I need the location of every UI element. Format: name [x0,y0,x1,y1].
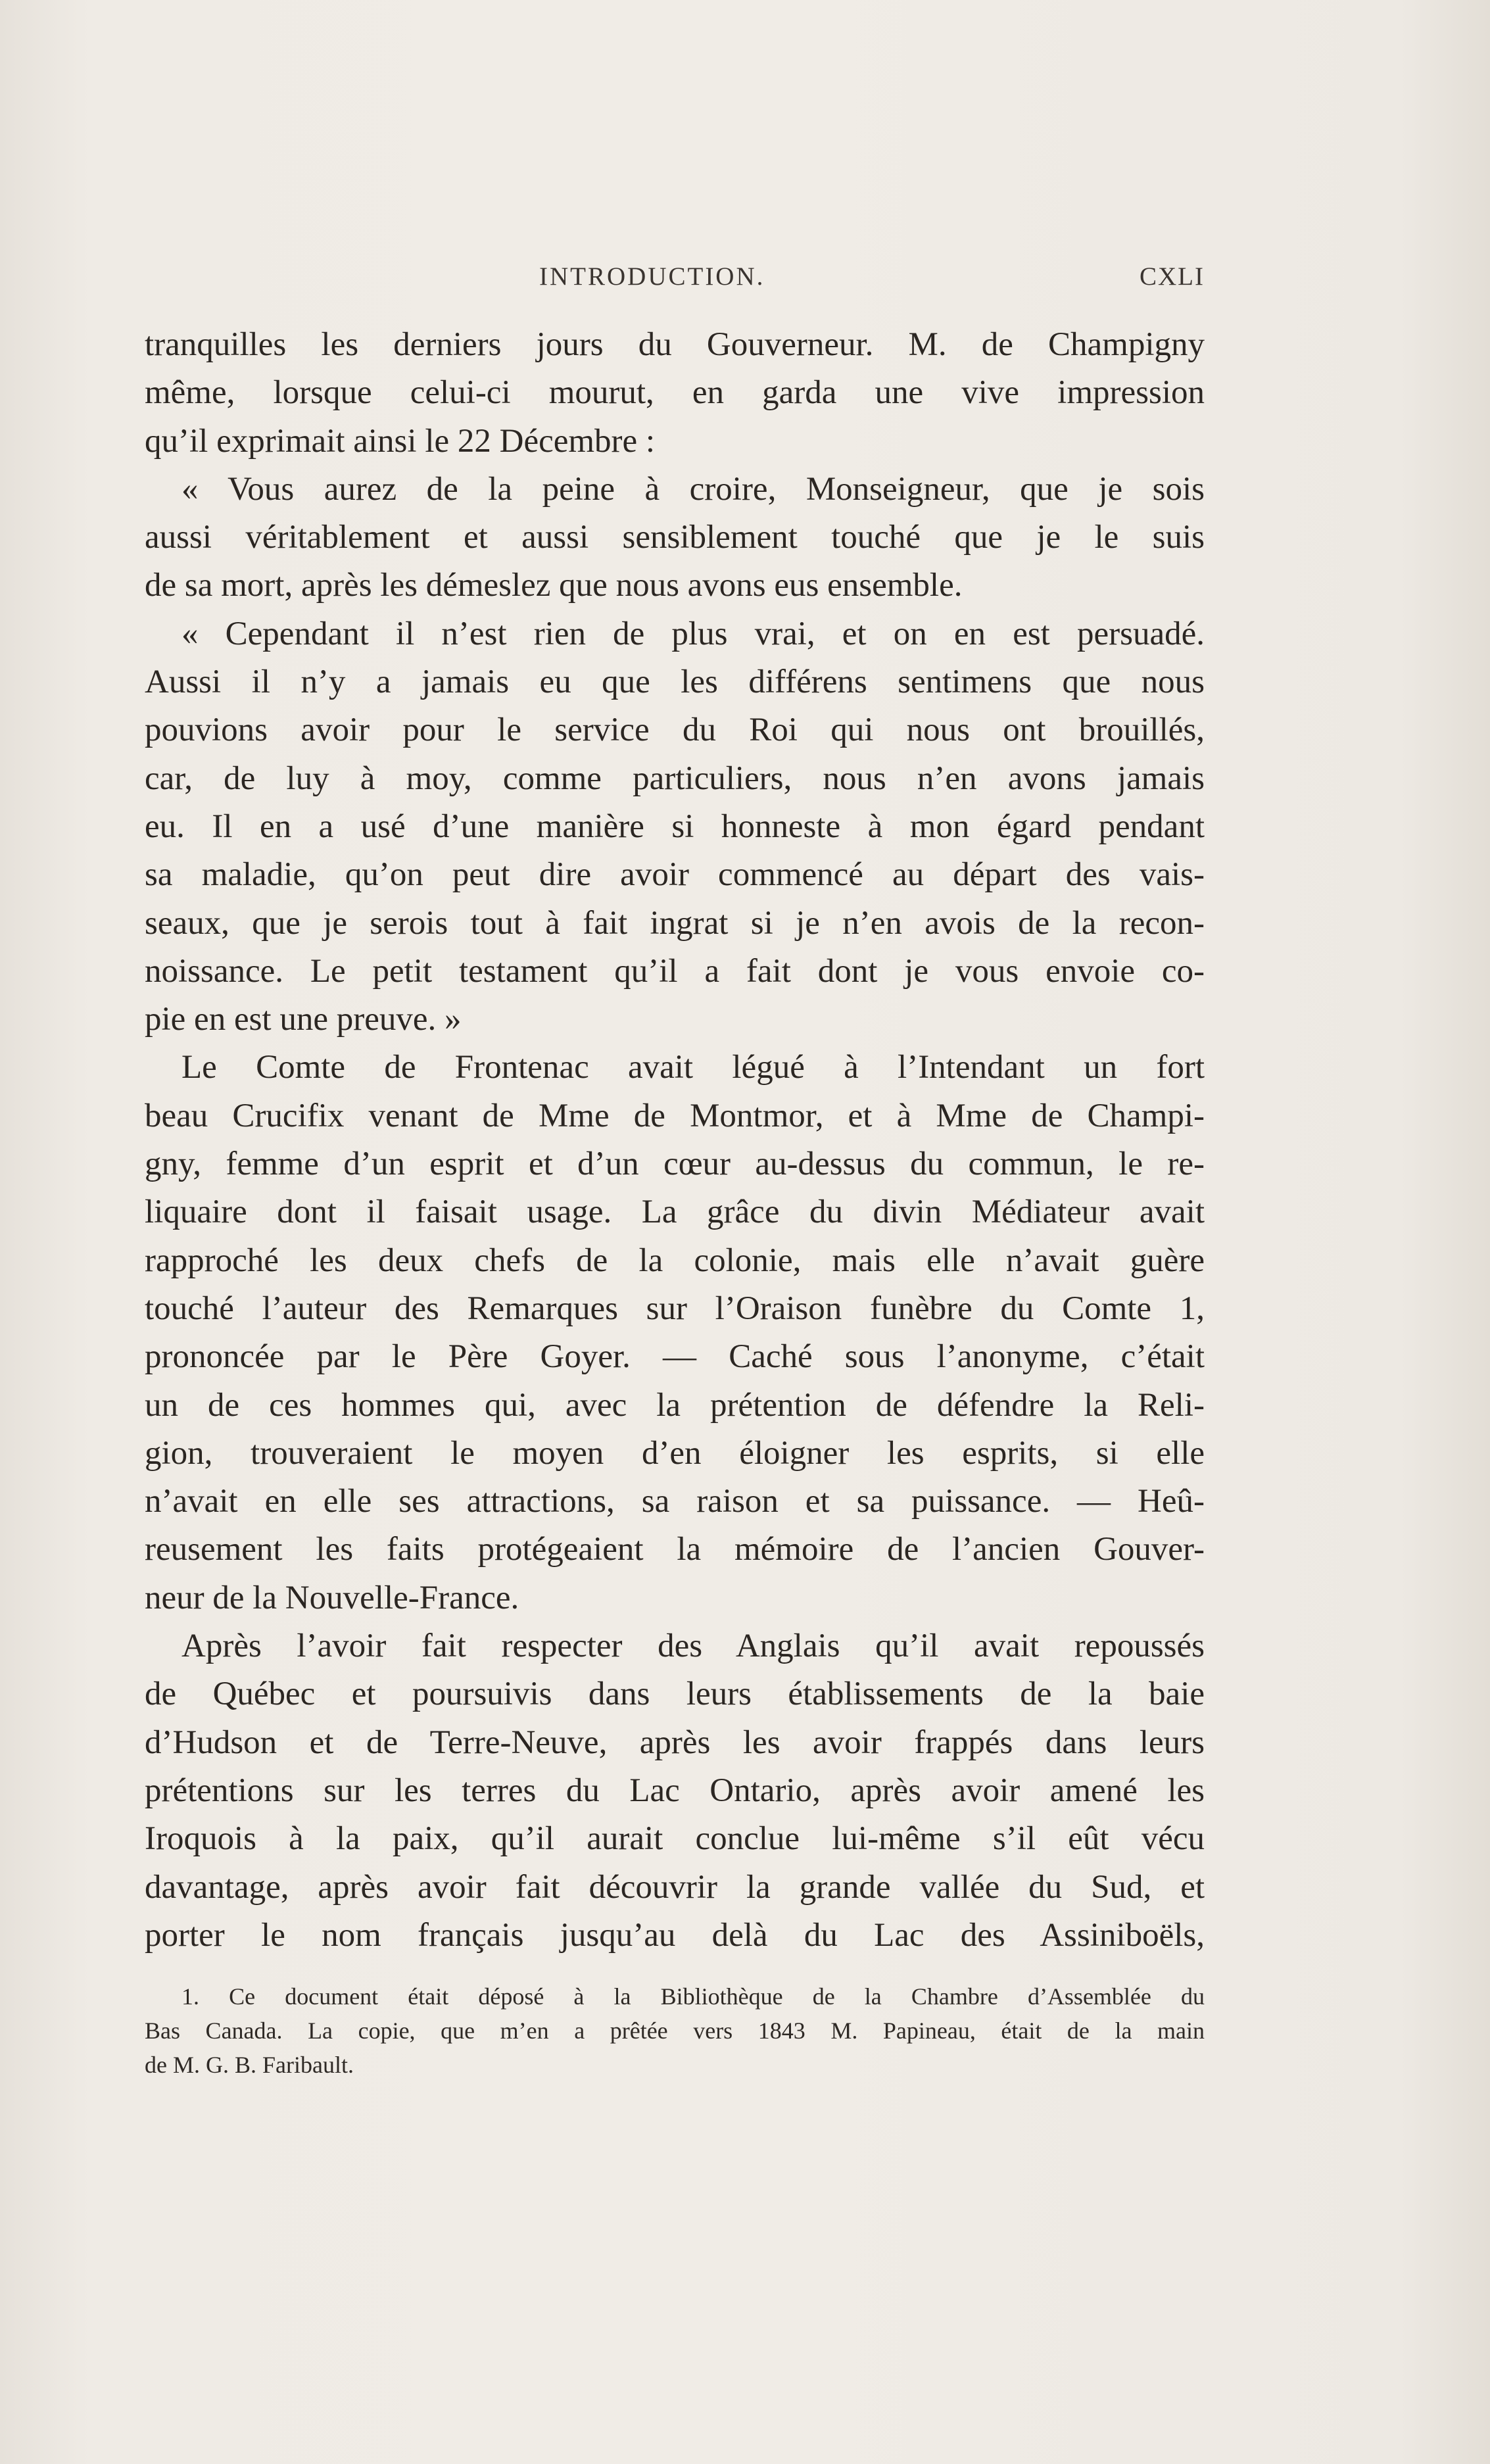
text-line: aussi véritablement et aussi sensiblement touché que je le suis [145,519,1205,556]
text-line: seaux, que je serois tout à fait ingrat si je n’en avois de la recon- [145,904,1205,942]
text-line: reusement les faits protégeaient la mémoire de l’ancien Gouver- [145,1531,1205,1568]
text-line: prétentions sur les terres du Lac Ontario, après avoir amené les [145,1772,1205,1809]
text-line: touché l’auteur des Remarques sur l’Oraison funèbre du Comte 1, [145,1290,1205,1327]
text-line: liquaire dont il faisait usage. La grâce du divin Médiateur avait [145,1194,1205,1231]
text-line: pouvions avoir pour le service du Roi qui nous ont brouillés, [145,712,1205,749]
text-line: Après l’avoir fait respecter des Anglais qu’il avait repoussés [181,1628,1205,1665]
text-line: de Québec et poursuivis dans leurs établissements de la baie [145,1676,1205,1713]
text-line: Iroquois à la paix, qu’il aurait conclue lui-même s’il eût vécu [145,1820,1205,1858]
text-line: Le Comte de Frontenac avait légué à l’Intendant un fort [181,1049,1205,1086]
footnote-line: de M. G. B. Faribault. [145,2052,354,2078]
running-head [145,262,1205,301]
text-line: davantage, après avoir fait découvrir la grande vallée du Sud, et [145,1868,1205,1906]
text-line: de sa mort, après les démeslez que nous avons eus ensemble. [145,567,963,604]
text-line: car, de luy à moy, comme particuliers, nous n’en avons jamais [145,760,1205,797]
text-line: qu’il exprimait ainsi le 22 Décembre : [145,422,656,460]
text-line: rapproché les deux chefs de la colonie, mais elle n’avait guère [145,1242,1205,1279]
text-line: « Vous aurez de la peine à croire, Monseigneur, que je sois [181,470,1205,508]
body-text [145,321,1205,1960]
text-line: gion, trouveraient le moyen d’en éloigner les esprits, si elle [145,1434,1205,1472]
text-line: Aussi il n’y a jamais eu que les différens sentimens que nous [145,664,1205,701]
text-line: gny, femme d’un esprit et d’un cœur au-dessus du commun, le re- [145,1146,1205,1183]
text-line: d’Hudson et de Terre-Neuve, après les avoir frappés dans leurs [145,1724,1205,1761]
text-line: prononcée par le Père Goyer. — Caché sous l’anonyme, c’était [145,1338,1205,1376]
text-line: même, lorsque celui-ci mourut, en garda une vive impression [145,374,1205,412]
text-line: porter le nom français jusqu’au delà du Lac des Assiniboëls, [145,1916,1205,1954]
footnote-line: Bas Canada. La copie, que m’en a prêtée vers 1843 M. Papineau, était de la main [145,2017,1205,2044]
running-title: INTRODUCTION. [539,262,765,291]
text-line: n’avait en elle ses attractions, sa raison et sa puissance. — Heû- [145,1483,1205,1520]
text-line: eu. Il en a usé d’une manière si honneste à mon égard pendant [145,808,1205,845]
page-number: CXLI [1140,262,1205,291]
text-line: « Cependant il n’est rien de plus vrai, et on en est persuadé. [181,615,1205,652]
text-line: pie en est une preuve. » [145,1001,462,1038]
footnotes [145,1979,1205,2082]
text-line: beau Crucifix venant de Mme de Montmor, et à Mme de Champi- [145,1097,1205,1134]
footnote-line: 1. Ce document était déposé à la Bibliothèque de la Chambre d’Assemblée du [181,1983,1205,2010]
text-line: un de ces hommes qui, avec la prétention de défendre la Reli- [145,1386,1205,1424]
text-line: neur de la Nouvelle-France. [145,1579,519,1616]
text-line: tranquilles les derniers jours du Gouverneur. M. de Champigny [145,326,1205,363]
text-line: noissance. Le petit testament qu’il a fait dont je vous envoie co- [145,952,1205,990]
text-line: sa maladie, qu’on peut dire avoir commencé au départ des vais- [145,856,1205,894]
